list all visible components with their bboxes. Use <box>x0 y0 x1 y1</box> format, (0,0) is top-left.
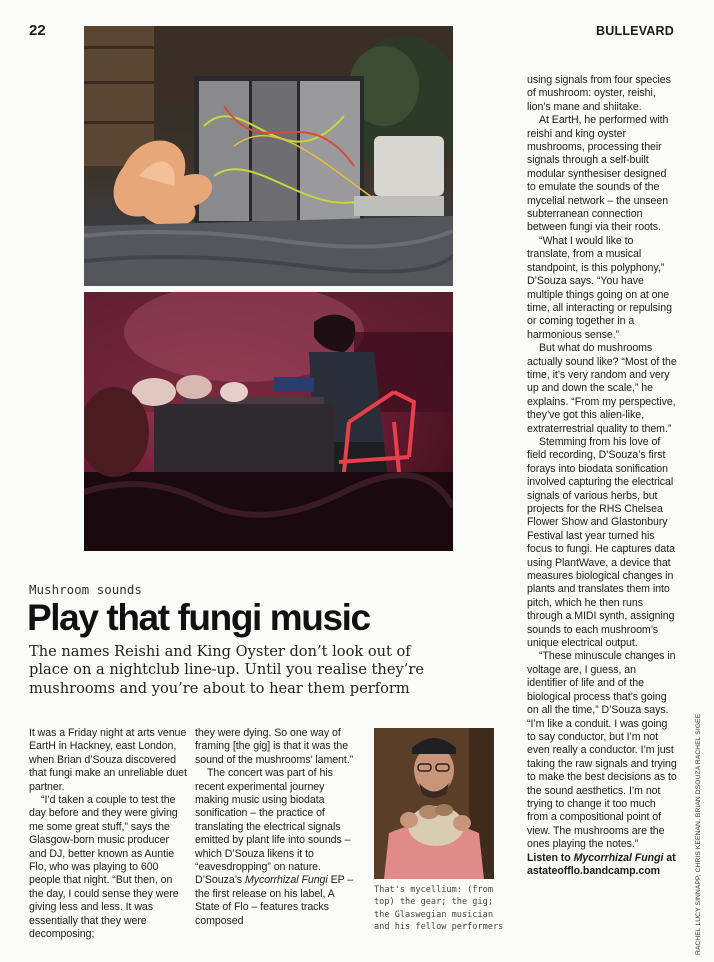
page-number: 22 <box>29 22 46 39</box>
photo-credits: RACHEL LUCY SINNAPP, CHRIS KEENAN, BRIAN DSOUZA RACHEL SIGEE <box>695 713 702 955</box>
paragraph: “These minuscule changes in voltage are, I guess, an identifier of life and of the biological process that’s going on all the time,” D’Souza says. “I’m like a conduit. I was going to say conductor, but I’m not even really a conductor. I’m just taking the raw signals and trying to make the best decisions as to the sound aesthetics. I’m not trying to change it too much from a compositional point of view. The mushrooms are the ones playing the notes.” <box>527 650 677 851</box>
listen-title: Mycorrhizal Fungi <box>573 851 664 864</box>
paragraph: “I’d taken a couple to test the day before and they were giving me some great stuff,” says the Glasgow-born music producer and DJ, better known as Auntie Flo, who was playing to 600 people that night. “But then, on the day, I could sense they were giving less and less. It was essentially that they were decomposing; <box>29 794 179 941</box>
ep-title: Mycorrhizal Fungi <box>244 874 328 887</box>
paragraph: At EartH, he performed with reishi and king oyster mushrooms, processing their signals through a self-built modular synthesiser designed to emulate the sounds of the mycelial network – the unseen subterranean connection between fungi via their roots. <box>527 114 669 234</box>
paragraph-text: EP – the first release on his label, A State of Flo – features tracks composed <box>195 874 354 927</box>
photo-gig <box>84 292 453 551</box>
paragraph: It was a Friday night at arts venue EartH in Hackney, east London, when Brian d’Souza discovered that fungi make an unreliable duet partner. <box>29 727 187 793</box>
photo-modular-synth <box>84 26 453 286</box>
paragraph: using signals from four species of mushroom: oyster, reishi, lion’s mane and shiitake. <box>527 74 671 113</box>
photo-musician <box>374 728 494 879</box>
paragraph: But what do mushrooms actually sound like? “Most of the time, it’s very random and very up and down the scale,” he explains. “From my perspective, they’ve got this alien-like, extraterrestrial quality to them.” <box>527 342 677 435</box>
body-column-2 <box>195 727 355 928</box>
section-name: BULLEVARD <box>596 24 674 38</box>
standfirst: The names Reishi and King Oyster don’t look out of place on a nightclub line-up. Until you realise they’re mushrooms and you’re about to hear them perform <box>29 643 424 697</box>
paragraph-text: The concert was part of his recent experimental journey making music using biodata sonification – the practice of translating the electrical signals emitted by plant life into sounds – which D’Souza likens it to “eavesdropping” on nature. D’Souza’s <box>195 767 351 887</box>
paragraph <box>195 767 355 928</box>
listen-line <box>527 852 677 879</box>
body-column-3 <box>527 74 677 878</box>
kicker: Mushroom sounds <box>29 582 142 597</box>
paragraph: Stemming from his love of field recording, D’Souza’s first forays into biodata sonification involved capturing the electrical signals of various herbs, but projects for the RHS Chelsea Flower Show and Glastonbury Festival last year turned his focus to fungi. He captures data using PlantWave, a device that measures biological changes in plants and translates them into pitch, which he then runs through a MIDI synth, assigning sounds to each mushroom’s unique electrical output. <box>527 435 675 650</box>
paragraph: they were dying. So one way of framing [the gig] is that it was the sound of the mushrooms’ lament.” <box>195 727 354 766</box>
photo-caption: That's mycellium: (from top) the gear; the gig; the Glaswegian musician and his fellow performers <box>374 885 504 933</box>
headline: Play that fungi music <box>27 597 370 638</box>
listen-link[interactable]: at astateofflo.bandcamp.com <box>527 851 676 877</box>
body-column-1 <box>29 727 187 942</box>
paragraph: “What I would like to translate, from a musical standpoint, is this polyphony,” D’Souza says. “You have multiple things going on at one time, all interacting or repulsing or coming together in a harmonious sense.” <box>527 234 672 341</box>
listen-prefix: Listen to <box>527 851 574 864</box>
